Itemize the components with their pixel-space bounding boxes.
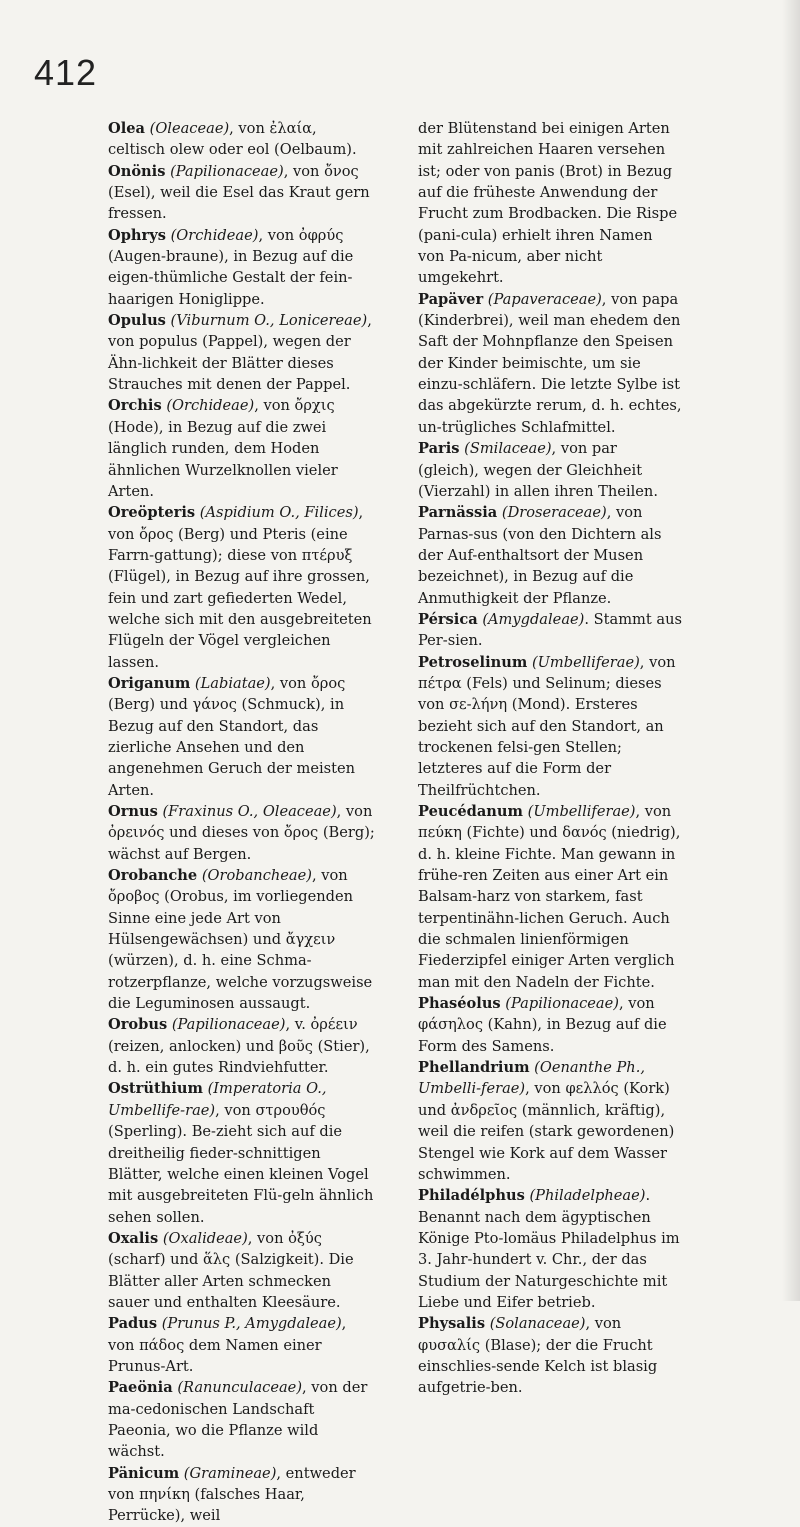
- family: (Philadelpheae): [529, 1187, 646, 1205]
- definition: , von φελλός (Kork) und ἀνδρεῖος (männlich, kräftig), weil die reifen (stark gewordenen) Stengel wie Kork auf dem Wasser schwimmen.: [418, 1080, 675, 1183]
- definition: , von populus (Pappel), wegen der Ähn-lichkeit der Blätter dieses Strauches mit denen der Pappel.: [108, 312, 372, 394]
- definition: , von ὀξύς (scharf) und ἅλς (Salzigkeit). Die Blätter aller Arten schmecken sauer und enthalten Kleesäure.: [108, 1229, 354, 1311]
- definition: , von der ma-cedonischen Landschaft Paeonia, wo die Pflanze wild wächst.: [108, 1379, 368, 1461]
- definition: , von ὄρχις (Hode), in Bezug auf die zwei länglich runden, dem Hoden ähnlichen Wurzelknollen vieler Arten.: [108, 397, 338, 500]
- entry-parnassia: [418, 502, 682, 609]
- family: (Umbelliferae): [527, 803, 636, 820]
- definition: , entweder von πηνίκη (falsches Haar, Perrücke), weil: [108, 1464, 356, 1525]
- entry-papaver: [418, 289, 682, 438]
- page-edge-shadow: [782, 0, 800, 1301]
- headword: Philadélphus: [418, 1187, 525, 1205]
- definition: , von στρουθός (Sperling). Be-zieht sich auf die dreitheilig fieder-schnittigen Blätter, welche einen kleinen Vogel mit ausgebreiteten Flü-geln ähnlich sehen sollen.: [108, 1101, 374, 1226]
- family: (Aspidium O., Filices): [199, 504, 359, 522]
- family: (Oleaceae): [149, 120, 230, 137]
- definition: , von ὄνος (Esel), weil die Esel das Kraut gern fressen.: [108, 162, 370, 223]
- entry-phaseolus: [418, 993, 682, 1057]
- family: (Smilaceae): [464, 440, 552, 458]
- headword: Physalis: [418, 1315, 486, 1333]
- headword: Papäver: [418, 290, 484, 308]
- entry-orchis: [108, 395, 376, 502]
- family: (Amygdaleae): [482, 610, 585, 628]
- family: (Oenanthe Ph., Umbelli-ferae): [418, 1059, 645, 1098]
- entry-ostruthium: [108, 1078, 376, 1227]
- entry-origanum: [108, 673, 376, 801]
- definition: . Stammt aus Per-sien.: [418, 610, 682, 650]
- definition: , von par (gleich), wegen der Gleichheit (Vierzahl) in allen ihren Theilen.: [418, 440, 658, 500]
- family: (Papaveraceae): [487, 290, 602, 308]
- entry-petroselinum: [418, 652, 682, 801]
- headword: Paris: [418, 440, 460, 458]
- entry-oxalis: [108, 1228, 376, 1313]
- family: (Orobancheae): [201, 867, 312, 885]
- page-number: 412: [34, 52, 98, 93]
- family: (Gramineae): [183, 1464, 277, 1482]
- headword: Oxalis: [108, 1229, 159, 1247]
- headword: Ophrys: [108, 226, 166, 244]
- entry-opulus: [108, 310, 376, 395]
- headword: Paeönia: [108, 1379, 173, 1397]
- right-column: [418, 118, 682, 1399]
- headword: Padus: [108, 1315, 158, 1333]
- entry-ornus: [108, 801, 376, 865]
- entry-paris: [418, 438, 682, 502]
- family: (Papilionaceae): [505, 995, 619, 1013]
- entry-oreopteris: [108, 502, 376, 673]
- headword: Phaséolus: [418, 995, 501, 1013]
- headword: Phellandrium: [418, 1059, 530, 1077]
- headword: Orchis: [108, 397, 162, 415]
- family: (Fraxinus O., Oleaceae): [162, 803, 337, 820]
- headword: Pérsica: [418, 610, 478, 628]
- entry-persica: [418, 609, 682, 652]
- definition: der Blütenstand bei einigen Arten mit zahlreichen Haaren versehen ist; oder von panis (Brot) in Bezug auf die früheste Anwendung der Frucht zum Brodbacken. Die Rispe (pani-cula) erhielt ihren Namen von Pa-nicum, aber nicht umgekehrt.: [418, 120, 678, 287]
- headword: Ostrüthium: [108, 1080, 203, 1098]
- entry-paeonia: [108, 1377, 376, 1462]
- entry-ononis: [108, 161, 376, 225]
- headword: Opulus: [108, 312, 166, 330]
- definition: , von papa (Kinderbrei), weil man ehedem den Saft der Mohnpflanze den Speisen der Kinder beimischte, um sie einzu-schläfern. Die letzte Sylbe ist das abgekürzte rerum, d. h. echtes, un-trügliches Schlafmittel.: [418, 290, 682, 436]
- entry-ophrys: [108, 225, 376, 310]
- headword: Ornus: [108, 803, 158, 820]
- entry-olea: [108, 118, 376, 161]
- entry-physalis: [418, 1313, 682, 1398]
- definition: , von φυσαλίς (Blase); der die Frucht einschlies-sende Kelch ist blasig aufgetrie-ben.: [418, 1315, 658, 1397]
- definition: , von φάσηλος (Kahn), in Bezug auf die Form des Samens.: [418, 995, 667, 1055]
- headword: Onönis: [108, 162, 166, 180]
- family: (Ranunculaceae): [177, 1379, 303, 1397]
- headword: Parnässia: [418, 504, 498, 522]
- entry-panicum-continued: [418, 118, 682, 289]
- entry-orobanche: [108, 865, 376, 1014]
- definition: , v. ὀρέειν (reizen, anlocken) und βοῦς (Stier), d. h. ein gutes Rindviehfutter.: [108, 1016, 370, 1077]
- headword: Petroselinum: [418, 653, 528, 671]
- headword: Orobus: [108, 1016, 168, 1034]
- headword: Origanum: [108, 674, 191, 692]
- family: (Droseraceae): [501, 504, 607, 522]
- definition: , von Parnas-sus (von den Dichtern als der Auf-enthaltsort der Musen bezeichnet), in Bezug auf die Anmuthigkeit der Pflanze.: [418, 504, 662, 607]
- family: (Orchideae): [170, 226, 259, 244]
- family: (Prunus P., Amygdaleae): [161, 1315, 342, 1333]
- family: (Viburnum O., Lonicereae): [170, 312, 368, 330]
- entry-orobus: [108, 1014, 376, 1078]
- family: (Solanaceae): [489, 1315, 586, 1333]
- entry-panicum: [108, 1463, 376, 1527]
- definition: , von ὄροβος (Orobus, im vorliegenden Sinne eine jede Art von Hülsengewächsen) und ἄγχειν (würzen), d. h. eine Schma-rotzerpflanze, welche vorzugsweise die Leguminosen aussaugt.: [108, 867, 373, 1013]
- family: (Imperatoria O., Umbellife-rae): [108, 1080, 327, 1119]
- family: (Papilionaceae): [171, 1016, 286, 1034]
- entry-philadelphus: [418, 1185, 682, 1313]
- definition: . Benannt nach dem ägyptischen Könige Pto-lomäus Philadelphus im 3. Jahr-hundert v. Chr., der das Studium der Naturgeschichte mit Liebe und Eifer betrieb.: [418, 1187, 680, 1311]
- headword: Olea: [108, 120, 145, 137]
- headword: Peucédanum: [418, 803, 523, 820]
- headword: Pänicum: [108, 1464, 180, 1482]
- family: (Orchideae): [166, 397, 255, 415]
- definition: , von ὄρος (Berg) und γάνος (Schmuck), in Bezug auf den Standort, das zierliche Ansehen und den angenehmen Geruch der meisten Arten.: [108, 674, 356, 799]
- definition: , von ὄρος (Berg) und Pteris (eine Farrn-gattung); diese von πτέρυξ (Flügel), in Bezug auf ihre grossen, fein und zart gefiederten Wedel, welche sich mit den ausgebreiteten Flügeln der Vögel vergleichen lassen.: [108, 504, 372, 671]
- family: (Labiatae): [194, 674, 271, 692]
- headword: Oreöpteris: [108, 504, 196, 522]
- definition: , von πάδος dem Namen einer Prunus-Art.: [108, 1315, 347, 1375]
- definition: , von πεύκη (Fichte) und δανός (niedrig), d. h. kleine Fichte. Man gewann in frühe-ren Zeiten aus einer Art ein Balsam-harz von starkem, fast terpentinähn-lichen Geruch. Auch die schmalen linienförmigen Fiederzipfel einiger Arten verglich man mit den Nadeln der Fichte.: [418, 803, 681, 991]
- definition: , von ὀρεινός und dieses von ὄρος (Berg); wächst auf Bergen.: [108, 803, 375, 863]
- definition: , von ὀφρύς (Augen-braune), in Bezug auf die eigen-thümliche Gestalt der fein-haarigen Honiglippe.: [108, 226, 354, 308]
- left-column: [108, 118, 376, 1527]
- entry-phellandrium: [418, 1057, 682, 1185]
- entry-padus: [108, 1313, 376, 1377]
- family: (Papilionaceae): [170, 162, 284, 180]
- definition: , von ἐλαία, celtisch olew oder eol (Oelbaum).: [108, 120, 357, 159]
- family: (Oxalideae): [162, 1229, 248, 1247]
- entry-peucedanum: [418, 801, 682, 993]
- family: (Umbelliferae): [531, 653, 640, 671]
- headword: Orobanche: [108, 867, 198, 885]
- definition: , von πέτρα (Fels) und Selinum; dieses von σε-λήνη (Mond). Ersteres bezieht sich auf den Standort, an trockenen felsi-gen Stellen; letzteres auf die Form der Theilfrüchtchen.: [418, 653, 676, 799]
